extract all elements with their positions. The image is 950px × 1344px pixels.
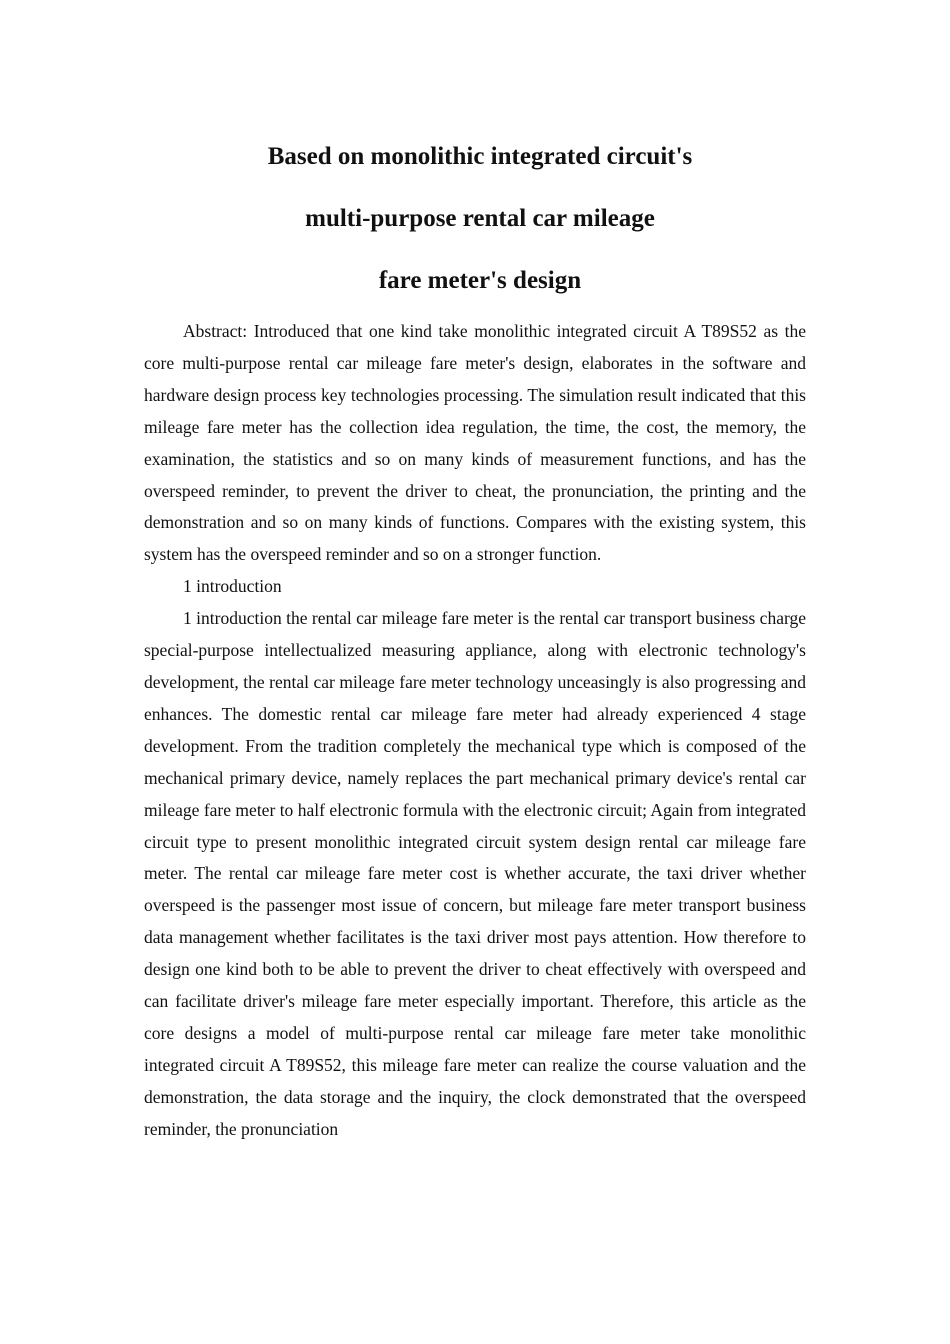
abstract-paragraph: Abstract: Introduced that one kind take monolithic integrated circuit A T89S52 as the core multi-purpose rental car mileage fare meter's design, elaborates in the software and hardware design process key technologies processing. The simulation result indicated that this mileage fare meter has the collection idea regulation, the time, the cost, the memory, the examination, the statistics and so on many kinds of measurement functions, and has the overspeed reminder, to prevent the driver to cheat, the pronunciation, the printing and the demonstration and so on many kinds of functions. Compares with the existing system, this system has the overspeed reminder and so on a stronger function. <box>144 321 806 565</box>
title-line-3: fare meter's design <box>378 267 582 294</box>
section-heading-introduction: 1 introduction <box>183 576 282 597</box>
body-text <box>144 316 806 1146</box>
title-line-1: Based on monolithic integrated circuit's <box>267 143 693 170</box>
title-line-2: multi-purpose rental car mileage <box>305 205 655 232</box>
introduction-paragraph: 1 introduction the rental car mileage fare meter is the rental car transport business charge special-purpose intellectualized measuring appliance, along with electronic technology's development, the rental car mileage fare meter technology unceasingly is also progressing and enhances. The domestic rental car mileage fare meter had already experienced 4 stage development. From the tradition completely the mechanical type which is composed of the mechanical primary device, namely replaces the part mechanical primary device's rental car mileage fare meter to half electronic formula with the electronic circuit; Again from integrated circuit type to present monolithic integrated circuit system design rental car mileage fare meter. The rental car mileage fare meter cost is whether accurate, the taxi driver whether overspeed is the passenger most issue of concern, but mileage fare meter transport business data management whether facilitates is the taxi driver most pays attention. How therefore to design one kind both to be able to prevent the driver to cheat effectively with overspeed and can facilitate driver's mileage fare meter especially important. Therefore, this article as the core designs a model of multi-purpose rental car mileage fare meter take monolithic integrated circuit A T89S52, this mileage fare meter can realize the course valuation and the demonstration, the data storage and the inquiry, the clock demonstrated that the overspeed reminder, the pronunciation <box>144 608 806 1139</box>
paper-title <box>0 126 950 312</box>
